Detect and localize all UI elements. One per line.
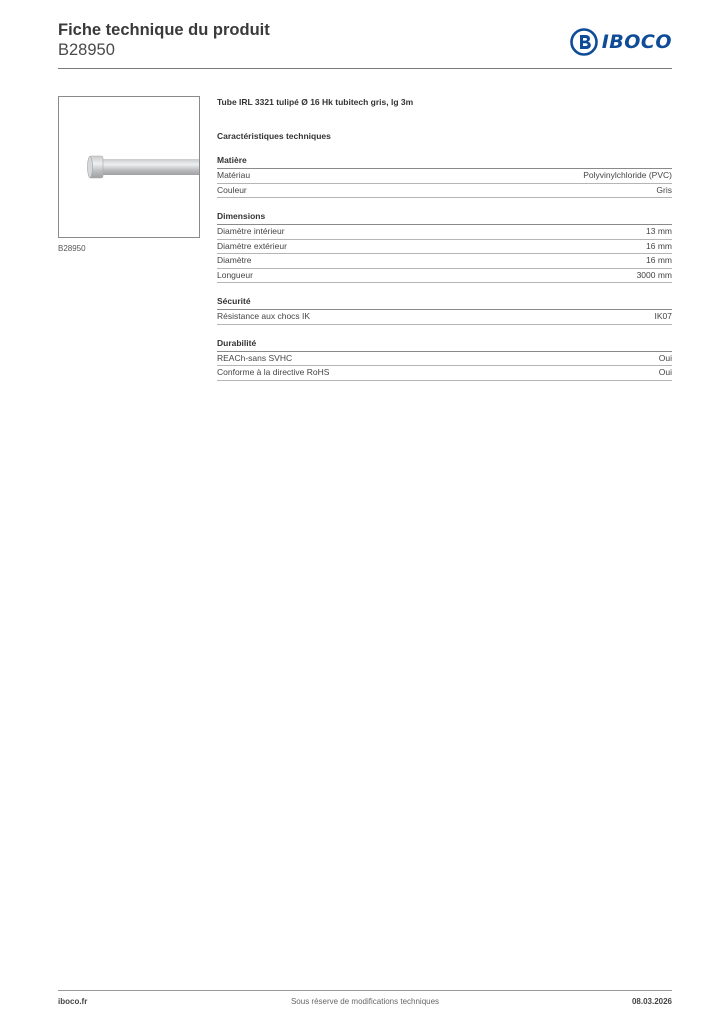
- spec-label: REACh-sans SVHC: [217, 352, 293, 363]
- footer-website[interactable]: iboco.fr: [58, 997, 88, 1006]
- spec-label: Conforme à la directive RoHS: [217, 367, 330, 377]
- brand-logo-text: IBOCO: [601, 31, 672, 53]
- group-title: Durabilité: [217, 337, 672, 352]
- brand-logo-icon: [570, 28, 598, 56]
- spec-row: [217, 310, 672, 325]
- spec-value: Oui: [658, 367, 672, 377]
- spec-value: Polyvinylchloride (PVC): [583, 170, 672, 180]
- spec-group-dimensions: [217, 210, 672, 283]
- spec-value: 16 mm: [646, 240, 672, 251]
- document-header: [58, 20, 672, 60]
- spec-label: Diamètre: [217, 255, 252, 265]
- photo-caption: B28950: [58, 244, 86, 253]
- spec-row: [217, 366, 672, 381]
- group-title: Matière: [217, 154, 672, 169]
- spec-row: [217, 225, 672, 240]
- group-title: Sécurité: [217, 295, 672, 310]
- footer-notice: Sous réserve de modifications techniques: [290, 997, 440, 1006]
- footer-date: 08.03.2026: [631, 997, 672, 1006]
- product-code: B28950: [58, 41, 115, 59]
- spec-row: [217, 169, 672, 184]
- section-title: Caractéristiques techniques: [217, 131, 331, 141]
- spec-label: Couleur: [217, 184, 247, 195]
- document-title: Fiche technique du produit: [58, 21, 270, 39]
- spec-value: 16 mm: [646, 255, 672, 265]
- spec-value: 3000 mm: [636, 269, 672, 280]
- footer-divider: [58, 990, 672, 991]
- spec-label: Résistance aux chocs IK: [217, 311, 311, 321]
- spec-value: IK07: [654, 311, 672, 321]
- spec-row: [217, 240, 672, 255]
- product-name: Tube IRL 3321 tulipé Ø 16 Hk tubitech gris, lg 3m: [217, 97, 414, 107]
- tube-image: [59, 97, 199, 237]
- spec-row: [217, 269, 672, 284]
- spec-group-securite: [217, 295, 672, 325]
- spec-content: [217, 96, 672, 381]
- spec-row: [217, 184, 672, 199]
- spec-label: Diamètre intérieur: [217, 226, 285, 236]
- spec-label: Matériau: [217, 170, 251, 180]
- product-photo: [58, 96, 200, 238]
- spec-group-durabilite: [217, 337, 672, 381]
- spec-value: Oui: [658, 352, 672, 363]
- brand-logo: [570, 28, 672, 56]
- group-title: Dimensions: [217, 210, 672, 225]
- spec-label: Diamètre extérieur: [217, 240, 287, 251]
- spec-value: Gris: [656, 184, 672, 195]
- spec-label: Longueur: [217, 269, 253, 280]
- header-divider: [58, 68, 672, 69]
- spec-group-matiere: [217, 154, 672, 198]
- spec-row: [217, 254, 672, 269]
- spec-row: [217, 352, 672, 367]
- spec-value: 13 mm: [646, 226, 672, 236]
